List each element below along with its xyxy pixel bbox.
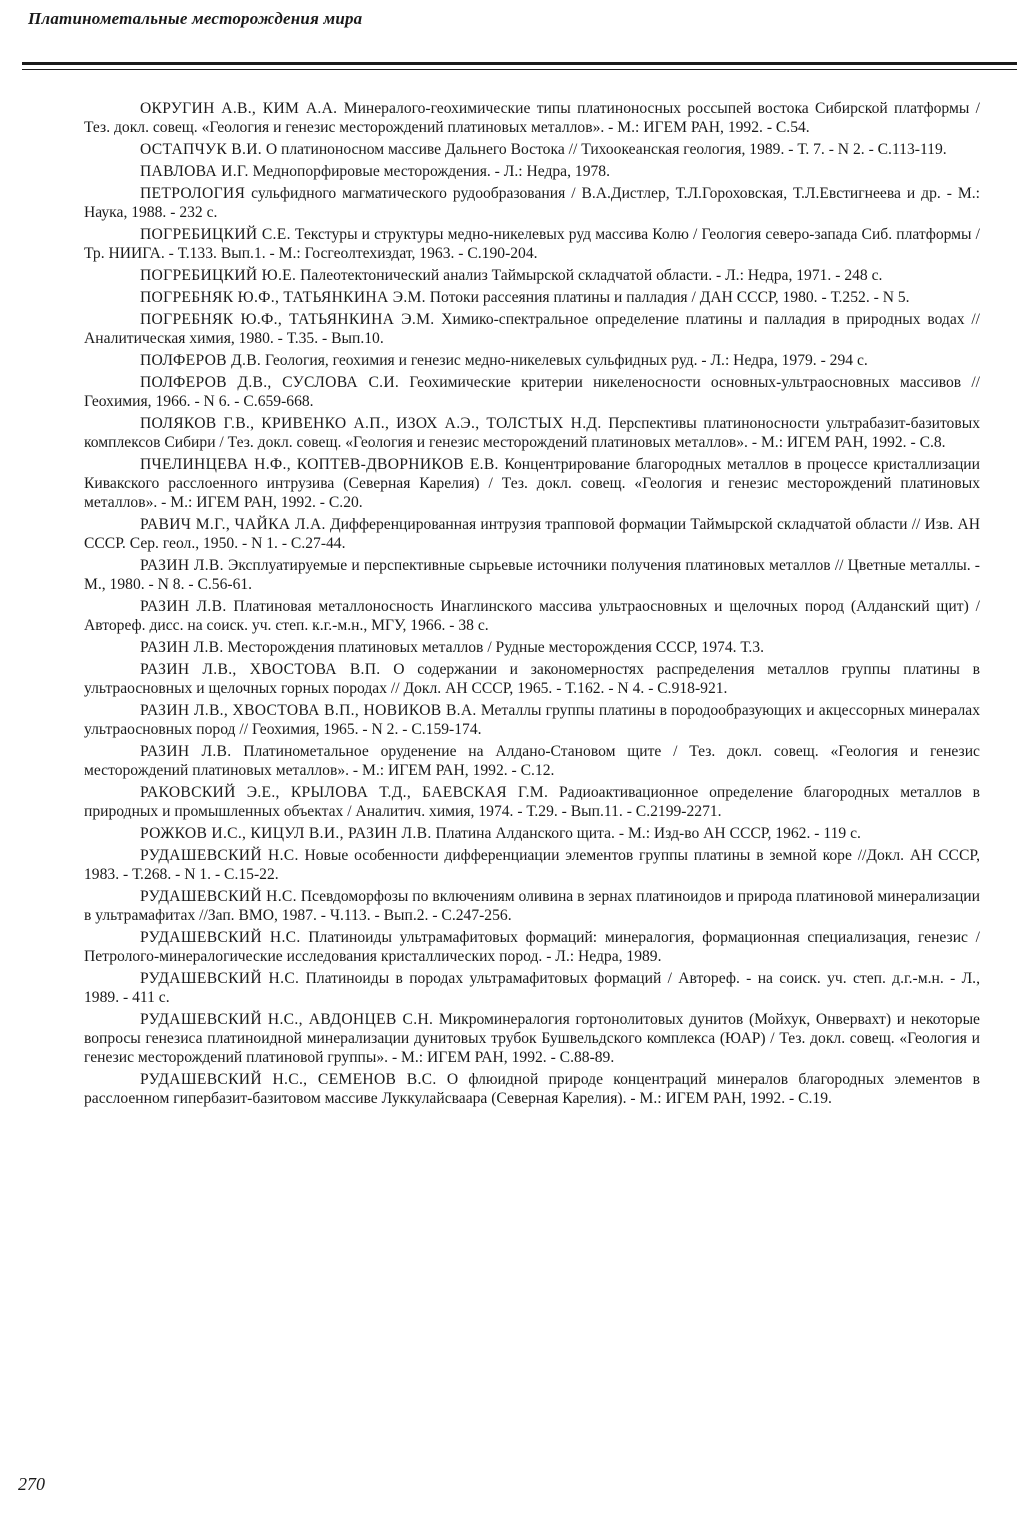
entry-author: РАЗИН Л.В. xyxy=(140,743,232,760)
bibliography-entry xyxy=(84,887,980,925)
entry-text: Платиноиды ультрамафитовых формаций: минералогия, формационная специализация, генезис / Петролого-минералогические исследования кристаллических пород. - Л.: Недра, 1989. xyxy=(84,929,980,965)
entry-text: Минералого-геохимические типы платиноносных россыпей востока Сибирской платформы / Тез. докл. совещ. «Геология и генезис месторождений платиновых металлов». - М.: ИГЕМ РАН, 1992. - С.54. xyxy=(84,100,980,136)
entry-author: РАВИЧ М.Г., ЧАЙКА Л.А. xyxy=(140,516,326,533)
entry-author: РУДАШЕВСКИЙ Н.С. xyxy=(140,847,299,864)
bibliography-entry xyxy=(84,783,980,821)
entry-text: Новые особенности дифференциации элементов группы платины в земной коре //Докл. АН СССР, 1983. - Т.268. - N 1. - С.15-22. xyxy=(84,847,980,883)
bibliography-entry xyxy=(84,660,980,698)
header-rule-thin xyxy=(22,69,1017,70)
bibliography-entry xyxy=(84,515,980,553)
bibliography-entry xyxy=(84,846,980,884)
bibliography-entry xyxy=(84,969,980,1007)
entry-author: ОКРУГИН А.В., КИМ А.А. xyxy=(140,100,338,117)
entry-text: Микроминералогия гортонолитовых дунитов (Мойхук, Онвервахт) и некоторые вопросы генезиса платиноидной минерализации дунитовых трубок Бушвельдского комплекса (ЮАР) / Тез. докл. совещ. «Геология и генезис месторождений платиновой группы». - М.: ИГЕМ РАН, 1992. - С.88-89. xyxy=(84,1011,980,1066)
page-number: 270 xyxy=(18,1474,45,1494)
entry-text: Концентрирование благородных металлов в процессе кристаллизации Кивакского расслоенного интрузива (Северная Карелия) / Тез. докл. совещ. «Геология и генезис месторождений платиновых металлов». - М.: ИГЕМ РАН, 1992. - С.20. xyxy=(84,456,980,511)
bibliography-entry xyxy=(84,140,980,159)
entry-text: Платина Алданского щита. - М.: Изд-во АН СССР, 1962. - 119 с. xyxy=(435,825,861,842)
entry-text: Эксплуатируемые и перспективные сырьевые источники получения платиновых металлов // Цветные металлы. - М., 1980. - N 8. - С.56-61. xyxy=(84,557,981,593)
entry-author: РУДАШЕВСКИЙ Н.С., АВДОНЦЕВ С.Н. xyxy=(140,1011,434,1028)
entry-text: Радиоактивационное определение благородных металлов в природных и промышленных объектах / Аналитич. химия, 1974. - Т.29. - Вып.11. - С.2199-2271. xyxy=(84,784,980,820)
bibliography-list xyxy=(84,99,980,1111)
running-title: Платинометальные месторождения мира xyxy=(28,9,363,28)
entry-text: сульфидного магматического рудообразования / В.А.Дистлер, Т.Л.Гороховская, Т.Л.Евстигнеева и др. - М.: Наука, 1988. - 232 с. xyxy=(84,185,980,221)
header-rule-thick xyxy=(22,62,1017,65)
bibliography-entry xyxy=(84,455,980,512)
bibliography-entry xyxy=(84,1070,980,1108)
bibliography-entry xyxy=(84,288,980,307)
entry-text: Текстуры и структуры медно-никелевых руд массива Колю / Геология северо-запада Сиб. платформы / Тр. НИИГА. - Т.133. Вып.1. - М.: Госгеолтехиздат, 1963. - С.190-204. xyxy=(84,226,980,262)
entry-author: ПОГРЕБИЦКИЙ С.Е. xyxy=(140,226,291,243)
bibliography-entry xyxy=(84,266,980,285)
entry-author: РАЗИН Л.В., ХВОСТОВА В.П., НОВИКОВ В.А. xyxy=(140,702,477,719)
entry-author: РАЗИН Л.В., ХВОСТОВА В.П. xyxy=(140,661,381,678)
entry-text: Платиноиды в породах ультрамафитовых формаций / Автореф. - на соиск. уч. степ. д.г.-м.н. - Л., 1989. - 411 с. xyxy=(84,970,980,1006)
entry-author: ПОГРЕБИЦКИЙ Ю.Е. xyxy=(140,267,297,284)
entry-author: ПЧЕЛИНЦЕВА Н.Ф., КОПТЕВ-ДВОРНИКОВ Е.В. xyxy=(140,456,499,473)
entry-author: РАКОВСКИЙ Э.Е., КРЫЛОВА Т.Д., БАЕВСКАЯ Г.М. xyxy=(140,784,549,801)
bibliography-entry xyxy=(84,824,980,843)
entry-text: Геология, геохимия и генезис медно-никелевых сульфидных руд. - Л.: Недра, 1979. - 294 с. xyxy=(265,352,868,369)
entry-text: Псевдоморфозы по включениям оливина в зернах платиноидов и природа платиновой минерализации в ультрамафитах //Зап. ВМО, 1987. - Ч.113. - Вып.2. - С.247-256. xyxy=(84,888,980,924)
bibliography-entry xyxy=(84,373,980,411)
bibliography-entry xyxy=(84,597,980,635)
bibliography-entry xyxy=(84,638,980,657)
bibliography-entry xyxy=(84,162,980,181)
entry-author: РУДАШЕВСКИЙ Н.С., СЕМЕНОВ В.С. xyxy=(140,1071,437,1088)
bibliography-entry xyxy=(84,184,980,222)
entry-author: РАЗИН Л.В. xyxy=(140,598,227,615)
entry-text: Потоки рассеяния платины и палладия / ДАН СССР, 1980. - Т.252. - N 5. xyxy=(429,289,910,306)
bibliography-entry xyxy=(84,701,980,739)
entry-author: ПЕТРОЛОГИЯ xyxy=(140,185,246,202)
entry-author: ПОГРЕБНЯК Ю.Ф., ТАТЬЯНКИНА Э.М. xyxy=(140,311,435,328)
entry-text: Платиновая металлоносность Инаглинского массива ультраосновных и щелочных пород (Алданский щит) / Автореф. дисс. на соиск. уч. степ. к.г.-м.н., МГУ, 1966. - 38 с. xyxy=(84,598,980,634)
entry-text: О содержании и закономерностях распределения металлов группы платины в ультраосновных и щелочных горных породах // Докл. АН СССР, 1965. - Т.162. - N 4. - С.918-921. xyxy=(84,661,980,697)
bibliography-entry xyxy=(84,351,980,370)
entry-author: РАЗИН Л.В. xyxy=(140,557,224,574)
entry-text: Химико-спектральное определение платины и палладия в природных водах // Аналитическая химия, 1980. - Т.35. - Вып.10. xyxy=(84,311,981,347)
entry-text: Палеотектонический анализ Таймырской складчатой области. - Л.: Недра, 1971. - 248 с. xyxy=(300,267,883,284)
entry-text: О флюидной природе концентраций минералов благородных элементов в расслоенном гипербазит-базитовом массиве Луккулайсваара (Северная Карелия). - М.: ИГЕМ РАН, 1992. - С.19. xyxy=(84,1071,980,1107)
entry-text: Меднопорфировые месторождения. - Л.: Недра, 1978. xyxy=(252,163,610,180)
bibliography-entry xyxy=(84,1010,980,1067)
bibliography-entry xyxy=(84,742,980,780)
entry-author: РОЖКОВ И.С., КИЦУЛ В.И., РАЗИН Л.В. xyxy=(140,825,432,842)
entry-author: ПОЛФЕРОВ Д.В. xyxy=(140,352,262,369)
entry-text: Платинометальное оруденение на Алдано-Становом щите / Тез. докл. совещ. «Геология и генезис месторождений платиновых металлов». - М.: ИГЕМ РАН, 1992. - С.12. xyxy=(84,743,980,779)
entry-author: РУДАШЕВСКИЙ Н.С. xyxy=(140,929,301,946)
entry-author: ПОЛФЕРОВ Д.В., СУСЛОВА С.И. xyxy=(140,374,400,391)
bibliography-entry xyxy=(84,414,980,452)
bibliography-entry xyxy=(84,99,980,137)
entry-author: РУДАШЕВСКИЙ Н.С. xyxy=(140,888,297,905)
bibliography-entry xyxy=(84,928,980,966)
entry-author: ПОГРЕБНЯК Ю.Ф., ТАТЬЯНКИНА Э.М. xyxy=(140,289,426,306)
entry-author: РУДАШЕВСКИЙ Н.С. xyxy=(140,970,300,987)
entry-author: ПАВЛОВА И.Г. xyxy=(140,163,249,180)
entry-text: Геохимические критерии никеленосности основных-ультраосновных массивов // Геохимия, 1966. - N 6. - С.659-668. xyxy=(84,374,980,410)
entry-author: ПОЛЯКОВ Г.В., КРИВЕНКО А.П., ИЗОХ А.Э., ТОЛСТЫХ Н.Д. xyxy=(140,415,602,432)
entry-author: ОСТАПЧУК В.И. xyxy=(140,141,262,158)
bibliography-entry xyxy=(84,310,980,348)
entry-text: Дифференцированная интрузия трапповой формации Таймырской складчатой области // Изв. АН СССР. Сер. геол., 1950. - N 1. - С.27-44. xyxy=(84,516,981,552)
bibliography-entry xyxy=(84,225,980,263)
entry-text: О платиноносном массиве Дальнего Востока // Тихоокеанская геология, 1989. - Т. 7. - N 2. - С.113-119. xyxy=(265,141,947,158)
entry-author: РАЗИН Л.В. xyxy=(140,639,224,656)
entry-text: Перспективы платиноносности ультрабазит-базитовых комплексов Сибири / Тез. докл. совещ. «Геология и генезис месторождений платиновых металлов». - М.: ИГЕМ РАН, 1992. - С.8. xyxy=(84,415,980,451)
bibliography-entry xyxy=(84,556,980,594)
entry-text: Месторождения платиновых металлов / Рудные месторождения СССР, 1974. Т.3. xyxy=(227,639,764,656)
entry-text: Металлы группы платины в породообразующих и акцессорных минералах ультраосновных пород // Геохимия, 1965. - N 2. - С.159-174. xyxy=(84,702,980,738)
